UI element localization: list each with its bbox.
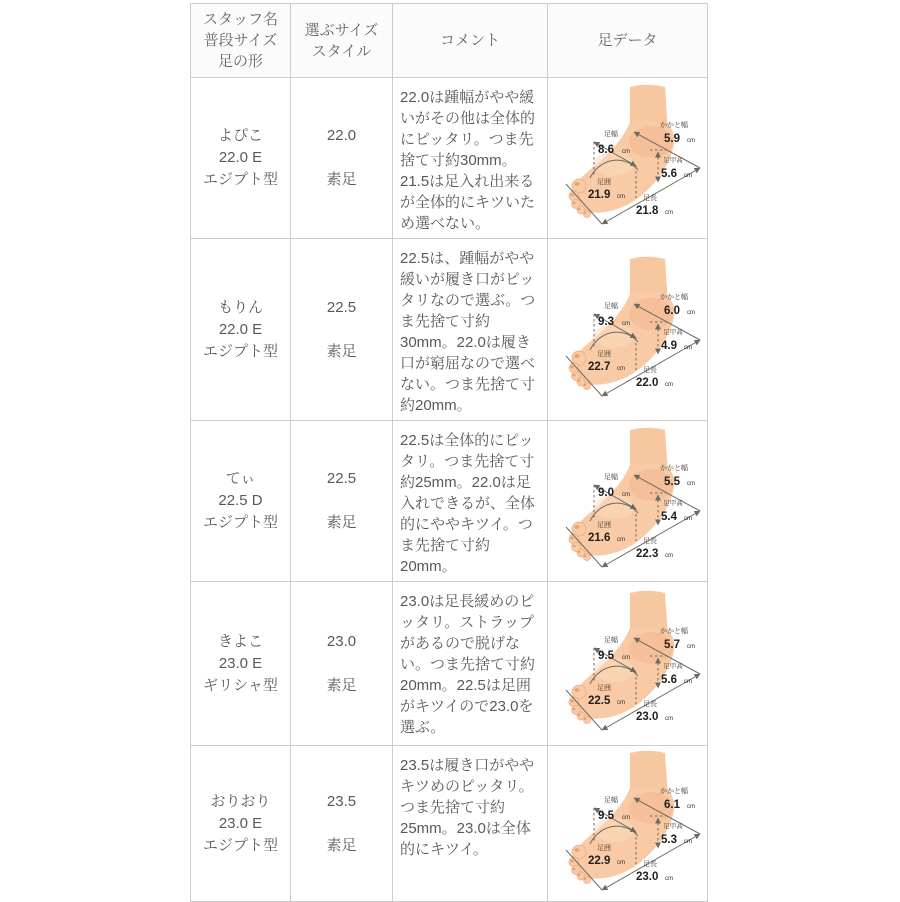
instep-height-value: 5.4 bbox=[660, 511, 677, 523]
foot-shape: エジプト型 bbox=[202, 171, 278, 188]
size-cell bbox=[291, 746, 393, 902]
header-footdata: 足データ bbox=[548, 4, 708, 78]
unit-cm: cm bbox=[664, 210, 673, 216]
unit-cm: cm bbox=[664, 553, 673, 559]
length-label: 足長 bbox=[642, 860, 657, 868]
comment-cell: 22.5は全体的にピッタリ。つま先捨て寸約25mm。22.0は足入れできるが、全体的にややキツイ。つま先捨て寸約20mm。 bbox=[393, 421, 548, 582]
foot-shape: エジプト型 bbox=[202, 514, 278, 531]
unit-cm: cm bbox=[621, 654, 630, 661]
foot-width-value: 9.5 bbox=[597, 649, 614, 662]
girth-value: 22.7 bbox=[587, 360, 610, 373]
table-row bbox=[191, 239, 708, 421]
foot-data-cell bbox=[548, 746, 708, 902]
table-row bbox=[191, 582, 708, 746]
length-label: 足長 bbox=[642, 366, 657, 374]
foot-measurement-diagram bbox=[554, 748, 702, 900]
heel-width-label: かかと幅 bbox=[659, 627, 688, 635]
staff-cell bbox=[191, 78, 291, 239]
length-value: 22.3 bbox=[635, 548, 658, 560]
staff-cell bbox=[191, 239, 291, 421]
comment-cell: 23.0は足長緩めのピッタリ。ストラップがあるので脱げない。つま先捨て寸約20mm。22.5は足囲がキツイので23.0を選ぶ。 bbox=[393, 582, 548, 746]
staff-name: よぴこ bbox=[217, 127, 263, 144]
heel-width-label: かかと幅 bbox=[659, 293, 688, 301]
heel-width-value: 5.9 bbox=[663, 133, 680, 145]
instep-height-value: 5.6 bbox=[660, 673, 677, 686]
chosen-size: 23.5 bbox=[326, 792, 357, 810]
foot-shape: ギリシャ型 bbox=[203, 676, 278, 694]
usual-size: 22.5 D bbox=[218, 492, 263, 509]
size-style: 素足 bbox=[326, 171, 357, 188]
unit-cm: cm bbox=[686, 643, 695, 650]
unit-cm: cm bbox=[686, 138, 695, 144]
unit-cm: cm bbox=[616, 365, 625, 372]
unit-cm: cm bbox=[683, 173, 692, 179]
foot-measurement-diagram bbox=[554, 254, 702, 406]
header-staff bbox=[191, 4, 291, 78]
heel-width-label: かかと幅 bbox=[659, 787, 688, 795]
length-label: 足長 bbox=[642, 195, 657, 202]
foot-width-label: 足幅 bbox=[603, 796, 618, 804]
length-value: 23.0 bbox=[635, 710, 658, 723]
foot-shape: エジプト型 bbox=[202, 836, 278, 854]
staff-name: きよこ bbox=[217, 632, 263, 650]
girth-label: 足囲 bbox=[596, 350, 611, 358]
unit-cm: cm bbox=[621, 492, 630, 498]
table-row bbox=[191, 78, 708, 239]
instep-height-value: 5.6 bbox=[660, 168, 677, 180]
comment-cell: 22.0は踵幅がやや緩いがその他は全体的にピッタリ。つま先捨て寸約30mm。21.5は足入れ出来るが全体的にキツいため選べない。 bbox=[393, 78, 548, 239]
instep-height-label: 足甲高 bbox=[662, 500, 683, 507]
foot-width-value: 9.5 bbox=[597, 809, 614, 822]
foot-data-cell bbox=[548, 421, 708, 582]
girth-label: 足囲 bbox=[596, 844, 611, 852]
staff-fitting-table-wrap bbox=[190, 3, 708, 902]
usual-size: 23.0 E bbox=[218, 814, 263, 832]
girth-value: 22.9 bbox=[587, 854, 610, 867]
heel-width-label: かかと幅 bbox=[659, 465, 688, 472]
heel-width-value: 5.7 bbox=[663, 638, 680, 651]
instep-height-label: 足甲高 bbox=[662, 822, 683, 830]
length-label: 足長 bbox=[642, 700, 657, 708]
header-size bbox=[291, 4, 393, 78]
foot-width-value: 9.3 bbox=[597, 315, 614, 328]
unit-cm: cm bbox=[616, 194, 625, 200]
chosen-size: 22.5 bbox=[326, 470, 357, 487]
table-row bbox=[191, 421, 708, 582]
unit-cm: cm bbox=[621, 320, 630, 327]
unit-cm: cm bbox=[621, 149, 630, 155]
heel-width-value: 5.5 bbox=[663, 476, 680, 488]
table-row bbox=[191, 746, 708, 902]
girth-value: 21.9 bbox=[587, 189, 610, 201]
header-size-line2: スタイル bbox=[311, 42, 372, 60]
girth-value: 22.5 bbox=[587, 694, 610, 707]
header-row bbox=[191, 4, 708, 78]
usual-size: 23.0 E bbox=[218, 654, 263, 672]
unit-cm: cm bbox=[664, 381, 673, 388]
unit-cm: cm bbox=[616, 537, 625, 543]
unit-cm: cm bbox=[664, 875, 673, 882]
foot-data-cell bbox=[548, 78, 708, 239]
staff-name: おりおり bbox=[210, 792, 271, 810]
foot-width-value: 9.0 bbox=[597, 487, 614, 499]
length-value: 21.8 bbox=[635, 205, 658, 217]
header-comment: コメント bbox=[393, 4, 548, 78]
foot-width-label: 足幅 bbox=[603, 131, 618, 138]
unit-cm: cm bbox=[683, 838, 692, 845]
girth-label: 足囲 bbox=[596, 684, 611, 692]
length-value: 22.0 bbox=[635, 376, 658, 389]
heel-width-label: かかと幅 bbox=[659, 122, 688, 129]
unit-cm: cm bbox=[616, 699, 625, 706]
staff-cell bbox=[191, 421, 291, 582]
foot-width-label: 足幅 bbox=[603, 474, 618, 481]
girth-label: 足囲 bbox=[596, 179, 611, 186]
size-style: 素足 bbox=[326, 342, 357, 360]
comment-cell: 23.5は履き口がややキツめのピッタリ。つま先捨て寸約25mm。23.0は全体的にキツイ。 bbox=[393, 746, 548, 902]
header-staff-line1: スタッフ名 bbox=[202, 11, 278, 28]
staff-cell bbox=[191, 746, 291, 902]
instep-height-label: 足甲高 bbox=[662, 157, 683, 164]
foot-shape: エジプト型 bbox=[202, 342, 278, 360]
girth-value: 21.6 bbox=[587, 532, 610, 544]
unit-cm: cm bbox=[683, 516, 692, 522]
instep-height-value: 5.3 bbox=[660, 833, 677, 846]
heel-width-value: 6.1 bbox=[663, 798, 680, 811]
header-staff-line2: 普段サイズ bbox=[203, 32, 278, 49]
size-cell bbox=[291, 582, 393, 746]
unit-cm: cm bbox=[686, 481, 695, 487]
chosen-size: 22.5 bbox=[326, 298, 357, 316]
staff-cell bbox=[191, 582, 291, 746]
staff-name: てぃ bbox=[225, 470, 256, 487]
chosen-size: 22.0 bbox=[326, 127, 357, 144]
staff-name: もりん bbox=[217, 298, 263, 316]
usual-size: 22.0 E bbox=[218, 320, 263, 338]
heel-width-value: 6.0 bbox=[663, 304, 680, 317]
foot-measurement-diagram bbox=[554, 588, 702, 740]
size-style: 素足 bbox=[326, 514, 357, 531]
size-cell bbox=[291, 239, 393, 421]
foot-data-cell bbox=[548, 582, 708, 746]
unit-cm: cm bbox=[621, 814, 630, 821]
size-cell bbox=[291, 421, 393, 582]
unit-cm: cm bbox=[686, 309, 695, 316]
size-style: 素足 bbox=[326, 676, 357, 694]
instep-height-label: 足甲高 bbox=[662, 662, 683, 670]
usual-size: 22.0 E bbox=[218, 149, 263, 166]
foot-measurement-diagram bbox=[554, 82, 702, 234]
instep-height-value: 4.9 bbox=[660, 339, 677, 352]
size-style: 素足 bbox=[326, 836, 357, 854]
chosen-size: 23.0 bbox=[326, 632, 357, 650]
foot-data-cell bbox=[548, 239, 708, 421]
length-label: 足長 bbox=[642, 538, 657, 545]
instep-height-label: 足甲高 bbox=[662, 328, 683, 336]
unit-cm: cm bbox=[616, 859, 625, 866]
staff-fitting-table bbox=[190, 3, 708, 902]
foot-width-value: 8.6 bbox=[597, 144, 614, 156]
unit-cm: cm bbox=[686, 803, 695, 810]
unit-cm: cm bbox=[683, 678, 692, 685]
comment-cell: 22.5は、踵幅がやや緩いが履き口がピッタリなので選ぶ。つま先捨て寸約30mm。22.0は履き口が窮屈なので選べない。つま先捨て寸約20mm。 bbox=[393, 239, 548, 421]
girth-label: 足囲 bbox=[596, 522, 611, 529]
foot-width-label: 足幅 bbox=[603, 636, 618, 644]
foot-measurement-diagram bbox=[554, 425, 702, 577]
foot-width-label: 足幅 bbox=[603, 302, 618, 310]
header-size-line1: 選ぶサイズ bbox=[304, 21, 379, 39]
unit-cm: cm bbox=[683, 344, 692, 351]
length-value: 23.0 bbox=[635, 870, 658, 883]
header-staff-line3: 足の形 bbox=[217, 53, 263, 70]
size-cell bbox=[291, 78, 393, 239]
unit-cm: cm bbox=[664, 715, 673, 722]
